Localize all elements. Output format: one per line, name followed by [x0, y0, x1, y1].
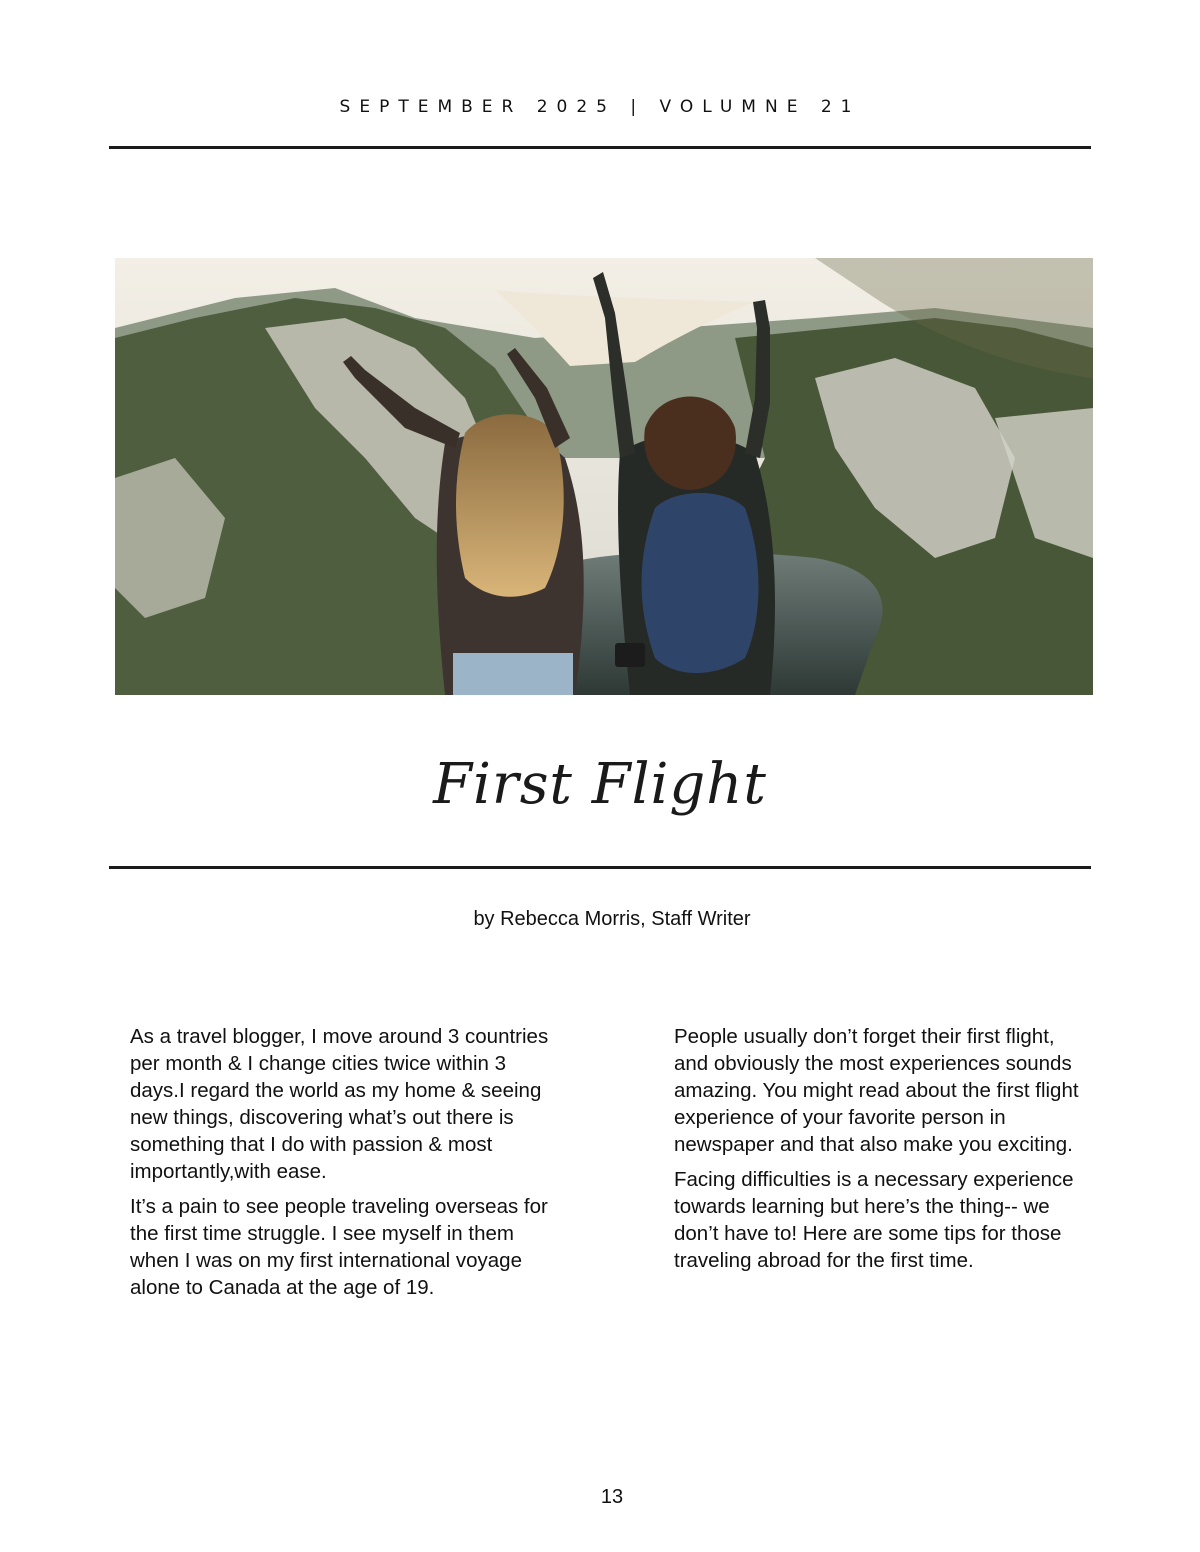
issue-header: SEPTEMBER 2025 | VOLUMNE 21 [339, 97, 861, 117]
right-column [674, 1023, 1094, 1282]
page-number: 13 [600, 1486, 624, 1508]
paragraph: Facing difficulties is a necessary experience towards learning but here’s the thing-- we don’t have to! Here are some tips for those traveling abroad for the first time. [674, 1168, 1074, 1272]
header-divider [109, 146, 1091, 149]
byline: by Rebecca Morris, Staff Writer [473, 908, 751, 930]
paragraph: As a travel blogger, I move around 3 countries per month & I change cities twice within 3 days.I regard the world as my home & seeing new things, discovering what’s out there is something that I do with passion & most importantly,with ease. [130, 1025, 549, 1183]
hero-photo [115, 258, 1093, 695]
paragraph: It’s a pain to see people traveling overseas for the first time struggle. I see myself in them when I was on my first international voyage alone to Canada at the age of 19. [130, 1195, 548, 1299]
left-column [130, 1023, 560, 1309]
article-title: First Flight [433, 752, 767, 817]
paragraph: People usually don’t forget their first flight, and obviously the most experiences sounds amazing. You might read about the first flight experience of your favorite person in newspaper and that also make you exciting. [674, 1025, 1079, 1156]
title-divider [109, 866, 1091, 869]
travel-photo-icon [115, 258, 1093, 695]
